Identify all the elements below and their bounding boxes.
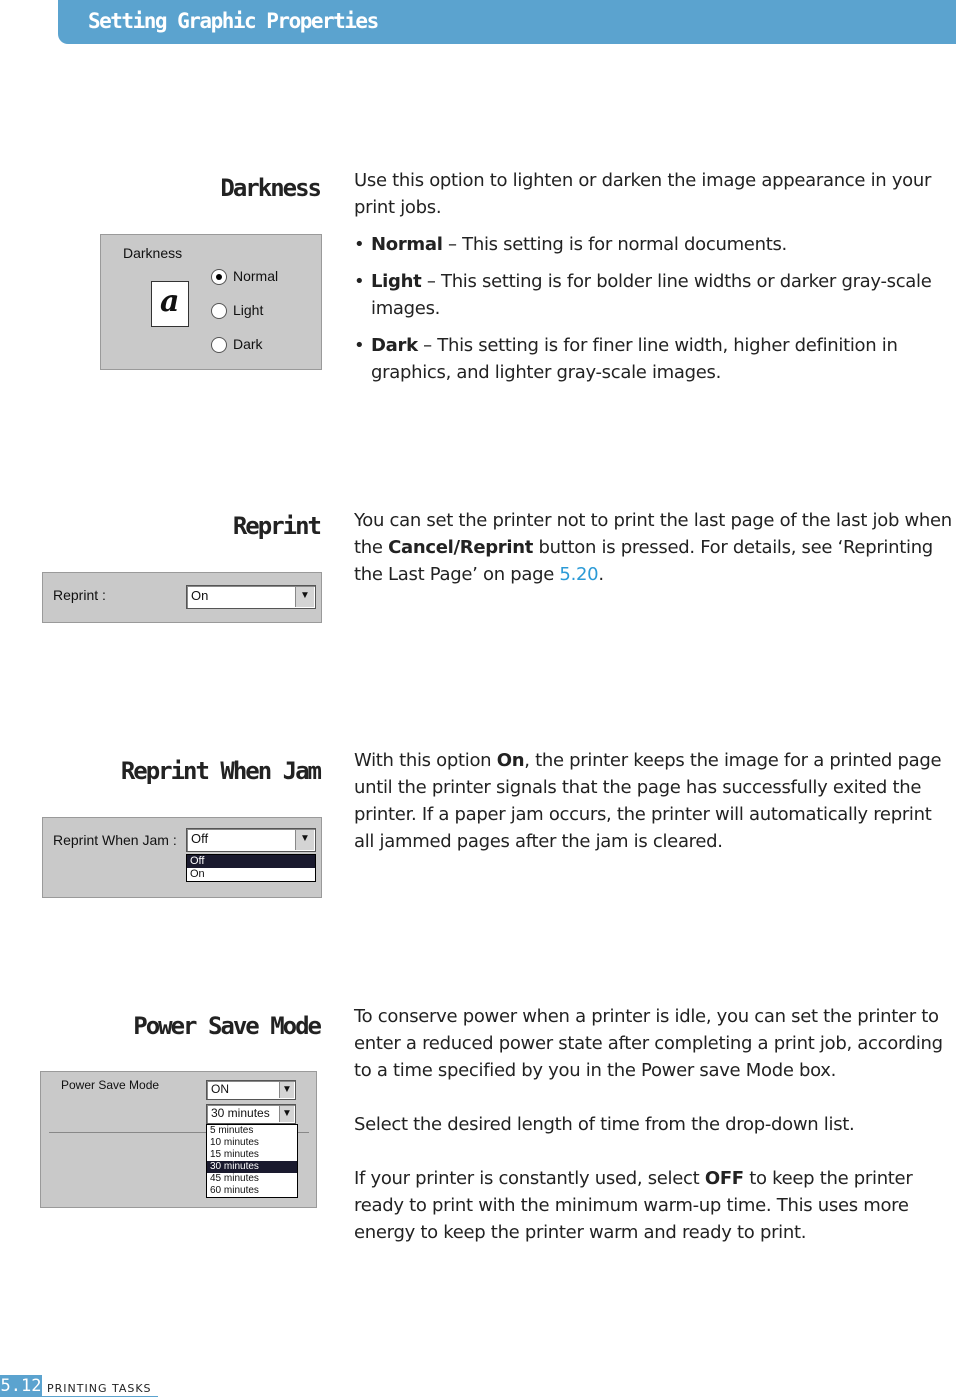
- power-save-screenshot: [40, 1071, 317, 1208]
- radio-normal-label: Normal: [233, 268, 279, 284]
- power-save-description: [354, 1003, 954, 1246]
- reprint-select-value: On: [191, 588, 209, 603]
- dropdown-option[interactable]: 60 minutes: [210, 1185, 259, 1196]
- document-icon: [151, 281, 189, 327]
- bullet-normal-term: Normal: [371, 234, 443, 255]
- document-icon-letter: a: [160, 284, 180, 319]
- page-link[interactable]: 5.20: [559, 564, 599, 585]
- radio-light-label: Light: [233, 302, 264, 318]
- reprint-label: Reprint :: [53, 587, 106, 603]
- power-save-time-value: 30 minutes: [211, 1106, 270, 1120]
- power-save-para3-b: to keep the printer ready to print with the minimum warm-up time. This uses more energy to keep the printer warm and ready to print.: [354, 1168, 913, 1243]
- power-save-dropdown: [206, 1124, 298, 1198]
- bullet-normal: • Normal – This setting is for normal documents.: [354, 234, 787, 255]
- bullet-light-term: Light: [371, 271, 422, 292]
- dropdown-option[interactable]: 15 minutes: [210, 1149, 259, 1160]
- bullet-dark: • Dark – This setting is for finer line width, higher definition in graphics, and lighter gray-scale images.: [354, 335, 898, 383]
- dropdown-option-selected[interactable]: 30 minutes: [207, 1161, 297, 1173]
- darkness-group-label: Darkness: [123, 245, 183, 261]
- power-save-label: Power Save Mode: [61, 1078, 160, 1092]
- radio-dark-label: Dark: [233, 336, 263, 352]
- radio-light[interactable]: [211, 303, 227, 319]
- reprint-text-a: You can set the printer not to print the last page of the last job when the: [354, 510, 952, 558]
- reprint-jam-select[interactable]: [186, 828, 316, 852]
- chevron-down-icon[interactable]: ▼: [295, 830, 314, 850]
- page-number: 5.12: [0, 1376, 42, 1396]
- footer-section: PRINTING TASKS: [47, 1382, 152, 1395]
- dropdown-option-on[interactable]: On: [190, 868, 205, 880]
- reprint-select[interactable]: [186, 585, 316, 609]
- dropdown-option[interactable]: 5 minutes: [210, 1125, 254, 1136]
- reprint-text-bold: Cancel/Reprint: [388, 537, 534, 558]
- bullet-dark-term: Dark: [371, 335, 418, 356]
- reprint-heading: Reprint: [232, 512, 320, 540]
- bullet-dark-desc: – This setting is for finer line width, higher definition in graphics, and lighter gray-scale images.: [371, 335, 898, 383]
- reprint-jam-dropdown: [186, 854, 316, 882]
- darkness-screenshot: [100, 234, 322, 370]
- reprint-text-c: .: [598, 564, 604, 585]
- power-save-select-value: ON: [211, 1082, 229, 1096]
- reprint-jam-text-bold: On: [496, 750, 525, 771]
- bullet-light: • Light – This setting is for bolder line widths or darker gray-scale images.: [354, 271, 932, 319]
- reprint-screenshot: [42, 572, 322, 623]
- reprint-jam-heading: Reprint When Jam: [120, 757, 320, 785]
- dropdown-option[interactable]: 10 minutes: [210, 1137, 259, 1148]
- dropdown-option-off[interactable]: Off: [187, 855, 315, 868]
- darkness-description: [354, 167, 954, 386]
- darkness-heading: Darkness: [220, 174, 320, 202]
- power-save-para1: To conserve power when a printer is idle, you can set the printer to enter a reduced power state after completing a print job, according to a time specified by you in the Power save Mode box.: [354, 1006, 943, 1081]
- reprint-jam-label: Reprint When Jam :: [53, 832, 177, 848]
- power-save-time-select[interactable]: [206, 1104, 296, 1124]
- reprint-jam-screenshot: [42, 817, 322, 898]
- power-save-para2: Select the desired length of time from the drop-down list.: [354, 1114, 855, 1135]
- reprint-jam-description: [354, 747, 954, 855]
- reprint-jam-text-b: , the printer keeps the image for a printed page until the printer signals that the page has successfully exited the printer. If a paper jam occurs, the printer will automatically reprint all jammed pages after the jam is cleared.: [354, 750, 942, 852]
- reprint-jam-text-a: With this option: [354, 750, 497, 771]
- reprint-jam-select-value: Off: [191, 831, 209, 846]
- page-header-title: Setting Graphic Properties: [88, 9, 378, 33]
- bullet-light-desc: – This setting is for bolder line widths or darker gray-scale images.: [371, 271, 932, 319]
- bullet-normal-desc: – This setting is for normal documents.: [442, 234, 787, 255]
- reprint-description: [354, 507, 954, 588]
- power-save-heading: Power Save Mode: [133, 1012, 320, 1040]
- chevron-down-icon[interactable]: ▼: [279, 1082, 294, 1098]
- power-save-para3-a: If your printer is constantly used, select: [354, 1168, 705, 1189]
- dropdown-option[interactable]: 45 minutes: [210, 1173, 259, 1184]
- darkness-intro: Use this option to lighten or darken the image appearance in your print jobs.: [354, 170, 932, 218]
- chevron-down-icon[interactable]: ▼: [295, 587, 314, 607]
- reprint-text-b: button is pressed. For details, see ‘Reprinting the Last Page’ on page: [354, 537, 933, 585]
- radio-dark[interactable]: [211, 337, 227, 353]
- power-save-para3-bold: OFF: [704, 1168, 744, 1189]
- power-save-select[interactable]: [206, 1080, 296, 1100]
- radio-normal[interactable]: [211, 269, 227, 285]
- header-bar: [58, 0, 956, 44]
- chevron-down-icon[interactable]: ▼: [279, 1106, 294, 1122]
